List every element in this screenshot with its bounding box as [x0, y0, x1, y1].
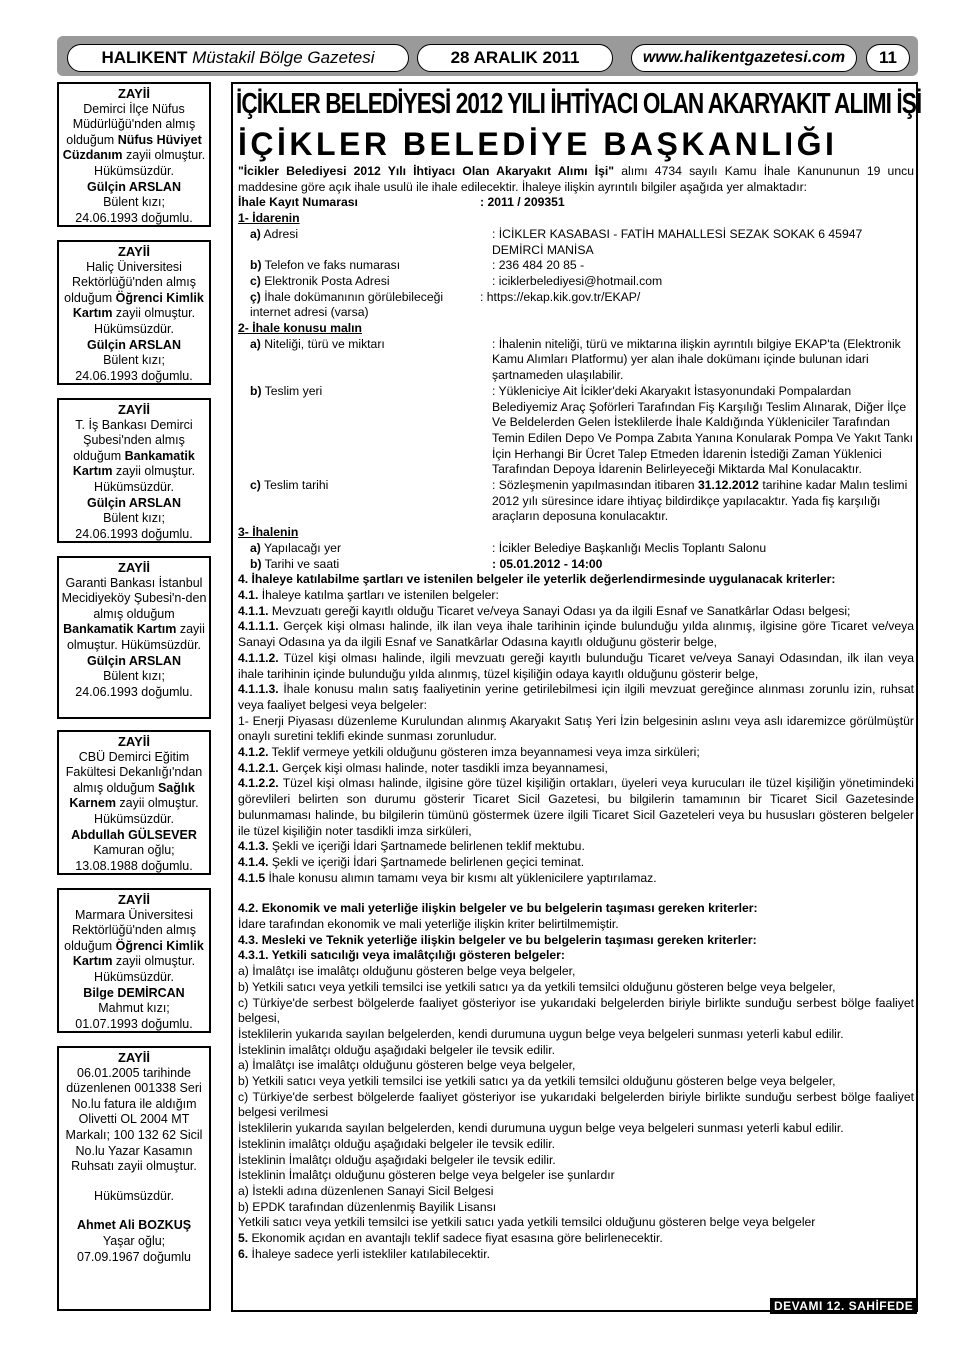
notice-text-bold: Bankamatik Kartım [63, 622, 177, 637]
notice-name: Gülçin ARSLAN [87, 337, 181, 352]
notice-text [59, 418, 209, 496]
website-link[interactable]: www.halikentgazetesi.com [642, 49, 846, 66]
notice-text-pre: Marmara Üniversitesi Rektörlüğü'nden almış olduğum [64, 907, 196, 953]
notice-text-pre: CBÜ Demirci Eğitim Fakültesi Dekanlığı'ndan almış olduğum [65, 749, 203, 795]
ikn-value: : 2011 / 209351 [480, 195, 565, 210]
notice-text-post: zayii olmuştur. Hükümsüzdür. [94, 306, 196, 336]
paper-subtitle: Müstakil Bölge Gazetesi [192, 48, 375, 67]
notice-text-post: Hükümsüzdür. [94, 1188, 174, 1203]
notice-text-post: zayii olmuştur. Hükümsüzdür. [94, 796, 199, 826]
article-paragraph [238, 1231, 914, 1247]
s3a-value: : İcikler Belediye Başkanlığı Meclis Toplantı Salonu [492, 540, 767, 555]
notice-birth: 24.06.1993 doğumlu. [75, 210, 193, 225]
notice-name: Gülçin ARSLAN [87, 653, 181, 668]
paragraph-text: a) İstekli adına düzenlenen Sanayi Sicil Belgesi [238, 1184, 494, 1198]
article-paragraph [238, 980, 914, 996]
paragraph-bold: 4.1.5 [238, 870, 266, 885]
article-paragraph [238, 588, 914, 604]
paragraph-bold: 4.3.1. Yetkili satıcılığı veya imalâtçılığı gösteren belgeler: [238, 948, 565, 963]
continued-label: DEVAMI 12. SAHİFEDE [770, 1298, 917, 1314]
s3a-key: a) [250, 540, 261, 555]
s2a-label: Niteliği, türü ve miktarı [260, 336, 385, 351]
ikn-label: İhale Kayıt Numarası [238, 195, 358, 210]
notice-text-pre: Garanti Bankası İstanbul Mecidiyeköy Şubesi'n-den almış olduğum [61, 575, 207, 621]
notice-text-bold: Nüfus Hüviyet Cüzdanım [62, 132, 202, 163]
paragraph-bold: 4.1.2. [238, 745, 269, 760]
paragraph-bold: 4. İhaleye katılabilme şartları ve istenilen belgeler ile yeterlik değerlendirmesinde uygulanacak kriterler: [238, 572, 836, 587]
zayi-notice [57, 888, 211, 1033]
article-paragraph [238, 1168, 914, 1184]
s1c-key: c) [250, 273, 261, 288]
s3b-value: : 05.01.2012 - 14:00 [492, 556, 603, 571]
notice-text-pre: T. İş Bankası Demirci Şubesi'nden almış olduğum [73, 417, 193, 463]
s3a-label: Yapılacağı yer [260, 540, 342, 555]
paragraph-text: İsteklinin İmalâtçı olduğunu gösteren belge veya belgeler ise şunlardır [238, 1168, 615, 1183]
paragraph-bold: 4.2. Ekonomik ve mali yeterliğe ilişkin belgeler ve bu belgelerin taşıması gereken kriterler: [238, 901, 758, 916]
notice-text-bold: Öğrenci Kimlik Kartım [72, 938, 204, 969]
notice-text [59, 102, 209, 180]
s1a-key: a) [250, 226, 261, 241]
intro-text: alımı 4734 sayılı Kamu İhale Kanununun 19 uncu maddesine göre açık ihale usulü ile ihale edilecektir. İhaleye ilişkin ayrıntılı bilgiler aşağıda yer almaktadır: [238, 164, 914, 194]
article-paragraph [238, 917, 914, 933]
s3b-label: Tarihi ve saati [261, 556, 340, 571]
article-paragraph [238, 1043, 914, 1059]
notice-title: ZAYİİ [117, 734, 151, 749]
paragraph-text: İsteklinin imalâtçı olduğu aşağıdaki belgeler ile tevsik edilir. [238, 1136, 556, 1151]
article-subhead: İÇİKLER BELEDİYE BAŞKANLIĞI [238, 126, 838, 162]
notice-title: ZAYİİ [117, 892, 151, 907]
section-1-title: 1- İdarenin [238, 211, 300, 226]
issue-date: 28 ARALIK 2011 [450, 48, 580, 67]
article-paragraph [238, 933, 914, 949]
paragraph-bold: 4.3. Mesleki ve Teknik yeterliğe ilişkin belgeler ve bu belgelerin taşıması gereken kriterler: [238, 932, 757, 947]
notice-text-post: zayii olmuştur. Hükümsüzdür. [94, 954, 196, 984]
intro-paragraph [238, 164, 914, 195]
article-paragraph [238, 1090, 914, 1121]
notice-birth: 24.06.1993 doğumlu. [75, 526, 193, 541]
s1c-value: : iciklerbelediyesi@hotmail.com [492, 273, 663, 288]
s1b-label: Telefon ve faks numarası [261, 258, 401, 273]
paragraph-text: c) Türkiye'de serbest bölgelerde faaliyet gösteriyor ise yukarıdaki belgelerden biriyle birlikte sunduğu serbest bölge faaliyet belgesi, [238, 995, 914, 1026]
notice-name: Gülçin ARSLAN [87, 495, 181, 510]
paragraph-bold: 6. [238, 1246, 249, 1261]
article-paragraph [238, 1215, 914, 1231]
s1b-key: b) [250, 258, 262, 273]
page-number-pill [866, 44, 910, 72]
paragraph-bold: 4.1.1.1. [238, 619, 279, 634]
paragraph-text: İdare tarafından ekonomik ve mali yeterliğe ilişkin kriter belirtilmemiştir. [238, 917, 619, 932]
notice-birth: 13.08.1988 doğumlu. [75, 858, 193, 873]
s2c-value-date: 31.12.2012 [697, 478, 759, 493]
paragraph-bold: 4.1.1.3. [238, 682, 279, 697]
ikn-row [238, 195, 914, 211]
notice-birth: 01.07.1993 doğumlu. [75, 1016, 193, 1031]
paragraph-bold: 4.1.4. [238, 854, 269, 869]
notice-name: Gülçin ARSLAN [87, 179, 181, 194]
article-paragraph [238, 1058, 914, 1074]
article-paragraph [238, 651, 914, 682]
article-paragraph [238, 1247, 914, 1263]
zayi-notice [57, 1046, 211, 1311]
s3b-key: b) [250, 556, 262, 571]
article-paragraph [238, 1027, 914, 1043]
paragraph-bold: 4.1.3. [238, 839, 269, 854]
notice-title: ZAYİİ [117, 244, 151, 259]
notice-text-pre: Haliç Üniversitesi Rektörlüğü'nden almış olduğum [64, 259, 196, 305]
notice-title: ZAYİİ [117, 1050, 151, 1065]
paragraph-text: Tüzel kişi olması halinde, ilgili mevzuatı gereği kayıtlı bulunduğu Ticaret ve/veya Sanayi Odasından, ilk ilan veya ihale tarihinin içinde bulunduğu yılda alınmış, tüzel kişiliğin odaya kayıtlı olduğunu gösterir belge, [238, 650, 914, 681]
article-paragraph [238, 1200, 914, 1216]
notice-text-post: zayii olmuştur. Hükümsüzdür. [66, 622, 205, 652]
article-paragraph [238, 996, 914, 1027]
paragraph-bold: 4.1. [238, 587, 259, 602]
article-body [238, 164, 914, 1263]
article-paragraph [238, 964, 914, 980]
paragraph-text: a) İmalâtçı ise imalâtçı olduğunu gösteren belge veya belgeler, [238, 964, 576, 979]
paragraph-text: Şekli ve içeriği İdari Şartnamede belirlenen teklif mektubu. [268, 839, 585, 854]
website-pill[interactable] [631, 44, 857, 72]
s2c-key: c) [250, 478, 261, 493]
notice-parent: Bülent kızı; [103, 195, 165, 210]
notice-title: ZAYİİ [117, 402, 151, 417]
zayi-notice [57, 730, 211, 875]
s2b-key: b) [250, 383, 262, 398]
notice-text [59, 1066, 209, 1205]
paragraph-text: Tüzel kişi olması halinde, ilgisine göre tüzel kişiliğin ortakları, üyeleri veya kurucuları ile tüzel kişiliğin yönetimindeki görevlileri belirten son durumu gösterir Ticaret Sicil Gazetesi, bu bilgilerin tamamının bir Ticaret Sicil Gazetesinde bulunmaması halinde, bu bilgilerin tümünü göstermek üzere ilgili Ticaret Sicil Gazeteleri veya bu hususları gösteren belgeler ile tüzel kişiliğin noter tasdikli imza sirküleri, [238, 776, 914, 838]
notice-parent: Kamuran oğlu; [93, 843, 175, 858]
notice-text-post: zayii olmuştur. Hükümsüzdür. [94, 148, 206, 178]
intro-bold: "İcikler Belediyesi 2012 Yılı İhtiyacı Olan Akaryakıt Alımı İşi" [238, 164, 615, 178]
paragraph-text: İsteklilerin yukarıda sayılan belgelerden, kendi durumuna uygun belge veya belgeleri sunması yeterli kabul edilir. [238, 1121, 844, 1136]
paragraph-text: Gerçek kişi olması halinde, noter tasdikli imza beyannamesi, [278, 760, 608, 775]
notice-text-post: zayii olmuştur. Hükümsüzdür. [94, 464, 196, 494]
article-paragraph [238, 855, 914, 871]
article-paragraph [238, 1184, 914, 1200]
notice-title: ZAYİİ [117, 86, 151, 101]
notice-text-bold: Sağlık Karnem [69, 780, 195, 811]
notice-text [59, 908, 209, 986]
notice-title: ZAYİİ [117, 560, 151, 575]
s2c-value-pre: : Sözleşmenin yapılmasından itibaren [492, 478, 698, 493]
section-2-title: 2- İhale konusu malın [238, 321, 362, 336]
paragraph-text: Gerçek kişi olması halinde, ilk ilan veya ihale tarihinin içinde bulunduğu yılda alınmış, ilgisine göre Ticaret ve/veya Sanayi Odasına ya da ilgili Esnaf ve Sanatkârlar Odasına kayıtlı olduğunu gösterir belge, [238, 619, 914, 650]
paragraph-bold: 5. [238, 1231, 249, 1246]
article-paragraph [238, 1121, 914, 1137]
paragraph-text: Şekli ve içeriği İdari Şartnamede belirlenen geçici teminat. [268, 854, 585, 869]
s1a-label: Adresi [260, 226, 299, 241]
criteria-paragraphs [238, 572, 914, 886]
s2c-value-post: tarihine kadar Malın teslimi 2012 yılı süresince idare ihtiyaç bildirdikçe yapılacaktır. Yada fiş karşılığı araçların deposuna konulacaktır. [492, 478, 908, 524]
paragraph-text: Mevzuatı gereği kayıtlı olduğu Ticaret ve/veya Sanayi Odası ya da ilgili Esnaf ve Sanatkârlar Odası belgesi; [268, 603, 851, 618]
paragraph-text: Teklif vermeye yetkili olduğunu gösteren imza beyannamesi veya imza sirküleri; [268, 745, 700, 760]
paper-name: HALIKENT [101, 48, 188, 67]
s2a-value: : İhalenin niteliği, türü ve miktarına ilişkin ayrıntılı bilgiye EKAP'ta (Elektronik Kamu Alımları Platformu) yer alan ihale dokümanı içinde bulunan idari şartnameden ulaşılabilir. [492, 336, 901, 383]
paragraph-text: İhale konusu malın satış faaliyetinin yerine getirilebilmesi için ilgili mevzuat gereğince alınması zorunlu izin, ruhsat veya faaliyet belgesi veya belgeler: [238, 682, 914, 712]
notice-text-bold: Öğrenci Kimlik Kartım [72, 290, 204, 321]
paragraph-text: İhaleye sadece yerli istekliler katılabilecektir. [248, 1246, 490, 1261]
s2b-value: : Yükleniciye Ait İcikler'deki Akaryakıt İstasyonundaki Pompalardan Belediyemiz Araç Şoförleri Tarafından Fiş Karşılığı Teslim Alınarak, Diğer İlçe Ve Beldelerden Gelen İsteklilerde İhale Kaldığında Yükleniciler Tarafından Temin Edilen Depo Ve Pompa Zabıta Yanına Konularak Pompa Ve Yakıt Tankı İçin Herhangi Bir Ücret Talep Etmeden İdarenin İstediği Zaman Yüklenici Tarafından Depoya İdarenin Belirleyeceği Miktarda Mal Konulacaktır. [492, 383, 913, 477]
article-paragraph [238, 871, 914, 887]
s1b-value: : 236 484 20 85 - [492, 258, 585, 273]
s1d-label: İhale dokümanının görülebileceği internet adresi (varsa) [250, 289, 444, 320]
notice-parent: Bülent kızı; [103, 669, 165, 684]
notice-birth: 24.06.1993 doğumlu. [75, 684, 193, 699]
section-3-title: 3- İhalenin [238, 525, 299, 540]
zayi-notice [57, 398, 211, 543]
article-paragraph [238, 839, 914, 855]
paragraph-text: İsteklilerin yukarıda sayılan belgelerden, kendi durumuna uygun belge veya belgeleri sunması yeterli kabul edilir. [238, 1026, 844, 1041]
zayi-notice [57, 240, 211, 385]
paragraph-text: İhale konusu alımın tamamı veya bir kısmı alt yüklenicilere yaptırılamaz. [265, 870, 657, 885]
article-paragraph [238, 604, 914, 620]
s2a-key: a) [250, 336, 261, 351]
paragraph-text: İsteklinin İmalâtçı olduğu aşağıdaki belgeler ile tevsik edilir. [238, 1152, 556, 1167]
s1a-value: : İCİKLER KASABASI - FATİH MAHALLESİ SEZAK SOKAK 6 45947 DEMİRCİ MANİSA [492, 226, 863, 257]
article-paragraph [238, 948, 914, 964]
s1d-key: ç) [250, 289, 261, 304]
article-paragraph [238, 682, 914, 713]
paragraph-text: b) EPDK tarafından düzenlenmiş Bayilik Lisansı [238, 1199, 497, 1214]
article-paragraph [238, 572, 914, 588]
article-paragraph [238, 745, 914, 761]
s1d-value[interactable]: : https://ekap.kik.gov.tr/EKAP/ [480, 289, 641, 304]
paragraph-text: b) Yetkili satıcı veya yetkili temsilci ise yetkili satıcı ya da yetkili temsilci olduğunu gösteren belge veya belgeler, [238, 979, 836, 994]
article-paragraph [238, 714, 914, 745]
notice-text [59, 576, 209, 654]
notice-text [59, 260, 209, 338]
article-paragraph [238, 776, 914, 839]
notice-text-bold: Bankamatik Kartım [72, 448, 195, 479]
paragraph-bold: 4.1.1. [238, 603, 269, 618]
paragraph-text: b) Yetkili satıcı veya yetkili temsilci ise yetkili satıcı ya da yetkili temsilci olduğunu gösteren belge veya belgeler, [238, 1074, 836, 1089]
s2c-label: Teslim tarihi [260, 478, 329, 493]
paragraph-text: İhaleye katılma şartları ve istenilen belgeler: [258, 587, 499, 602]
article-paragraph [238, 761, 914, 777]
article-paragraph [238, 1153, 914, 1169]
notice-parent: Bülent kızı; [103, 353, 165, 368]
paragraph-bold: 4.1.2.2. [238, 776, 279, 791]
zayi-notice [57, 82, 211, 227]
zayi-notice [57, 556, 211, 719]
notice-name: Bilge DEMİRCAN [83, 985, 185, 1000]
qualification-paragraphs [238, 901, 914, 1262]
date-pill [417, 44, 613, 72]
article-paragraph [238, 1074, 914, 1090]
paragraph-text: İsteklinin imalâtçı olduğu aşağıdaki belgeler ile tevsik edilir. [238, 1042, 556, 1057]
article-paragraph [238, 901, 914, 917]
notice-parent: Yaşar oğlu; [102, 1233, 166, 1248]
notice-name: Abdullah GÜLSEVER [71, 827, 197, 842]
paper-name-pill [67, 44, 409, 72]
notice-name: Ahmet Ali BOZKUŞ [76, 1218, 192, 1233]
notice-parent: Bülent kızı; [103, 511, 165, 526]
paragraph-text: Yetkili satıcı veya yetkili temsilci ise yetkili satıcı yada yetkili temsilci olduğunu gösteren belge veya belgeler [238, 1215, 816, 1230]
notice-birth: 24.06.1993 doğumlu. [75, 368, 193, 383]
notice-text-pre: 06.01.2005 tarihinde düzenlenen 001338 Seri No.lu fatura ile aldığım Olivetti OL 2004 MT Markalı; 100 132 62 Sicil No.lu Yazar Kasamın Ruhsatı zayii olmuştur. [65, 1065, 203, 1174]
paragraph-bold: 4.1.2.1. [238, 760, 279, 775]
s2b-label: Teslim yeri [261, 383, 323, 398]
notice-parent: Mahmut kızı; [98, 1001, 170, 1016]
s2c-value [492, 478, 914, 525]
s1c-label: Elektronik Posta Adresi [260, 273, 390, 288]
article-headline: İÇİKLER BELEDİYESİ 2012 YILI İHTİYACI OLAN AKARYAKIT ALIMI İŞİ [236, 88, 922, 120]
paragraph-text: a) İmalâtçı ise imalâtçı olduğunu gösteren belge veya belgeler, [238, 1058, 576, 1073]
paragraph-bold: 4.1.1.2. [238, 650, 279, 665]
notice-text [59, 750, 209, 828]
article-paragraph [238, 1137, 914, 1153]
article-paragraph [238, 619, 914, 650]
paragraph-text: Ekonomik açıdan en avantajlı teklif sadece fiyat esasına göre belirlenecektir. [248, 1231, 663, 1246]
paragraph-text: 1- Enerji Piyasası düzenleme Kurulundan alınmış Akaryakıt Satış Yeri İzin belgesinin aslını veya aslı idaremizce görülmüştür onaylı suretini teklifi ekinde sunması zorunludur. [238, 713, 914, 744]
notice-birth: 07.09.1967 doğumlu [77, 1249, 191, 1264]
paragraph-text: c) Türkiye'de serbest bölgelerde faaliyet gösteriyor ise yukarıdaki belgelerden biriyle birlikte sunduğu serbest bölge faaliyet belgesi verilmesi [238, 1089, 914, 1120]
notice-text-pre: Demirci İlçe Nüfus Müdürlüğü'nden almış olduğum [66, 101, 196, 147]
page-number: 11 [879, 48, 897, 67]
